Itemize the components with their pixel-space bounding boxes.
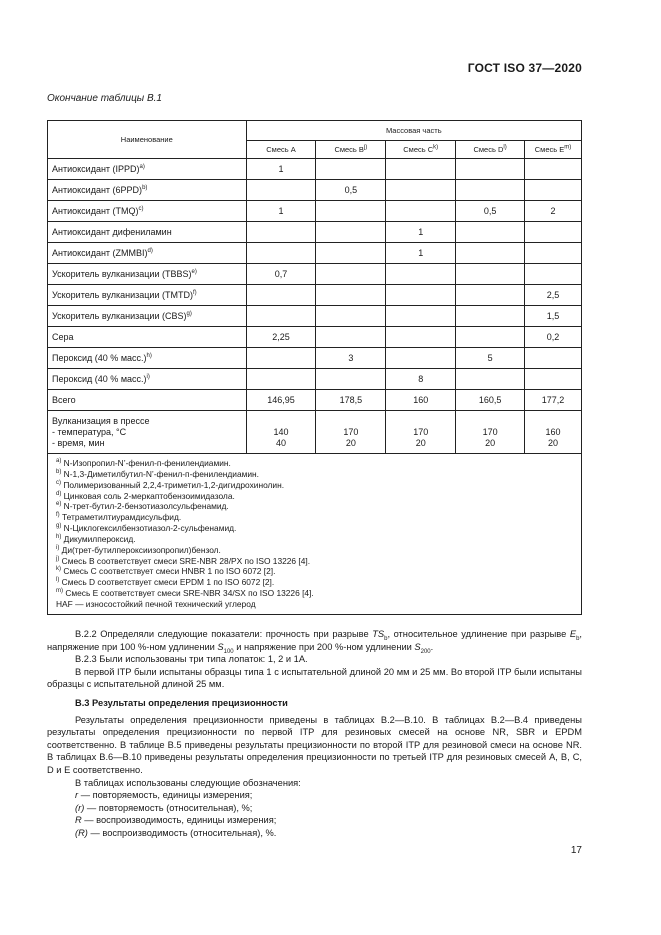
row-name: Ускоритель вулканизации (CBS)$^{g)}$ xyxy=(48,306,247,327)
table-cell xyxy=(456,222,525,243)
row-name: Всего xyxy=(48,390,247,411)
time-label: - время, мин xyxy=(52,437,105,448)
footnote: $^{g)}$ N-Циклогексилбензотиазол-2-сульфенамид. xyxy=(56,523,237,534)
temperature-label: - температура, °С xyxy=(52,426,127,437)
table-cell xyxy=(525,348,582,369)
footnotes xyxy=(48,454,582,615)
table-cell xyxy=(246,369,316,390)
row-name: Сера xyxy=(48,327,247,348)
notation-item: (r) — повторяемость (относительная), %; xyxy=(75,802,253,813)
table-row xyxy=(48,369,582,390)
footnote: $^{l)}$ Смесь D соответствует смеси EPDM 1 по ISO 6072 [2]. xyxy=(56,577,275,588)
header-mass-fraction: Массовая часть xyxy=(246,121,581,141)
table-cell xyxy=(525,159,582,180)
vulc-cell-a: 140 40 xyxy=(246,411,316,454)
table-cell xyxy=(456,327,525,348)
table-cell xyxy=(246,222,316,243)
table-cell: 3 xyxy=(316,348,386,369)
column-header-4: Смесь $E^{m)}$ xyxy=(525,141,582,159)
table-cell xyxy=(316,285,386,306)
table-cell: 0,5 xyxy=(456,201,525,222)
table-row xyxy=(48,201,582,222)
table-row xyxy=(48,159,582,180)
table-row xyxy=(48,264,582,285)
table-cell xyxy=(246,243,316,264)
paragraph-itp: В первой ITP были испытаны образцы типа 1 с испытательной длиной 20 мм и 25 мм. Во второй ITP были испытаны образцы с испытательной длиной 25 мм. xyxy=(47,666,582,690)
notation-list xyxy=(47,789,582,839)
table-cell xyxy=(456,264,525,285)
footnote: $^{m)}$ Смесь E соответствует смеси SRE-NBR 34/SX по ISO 13226 [4]. xyxy=(56,588,314,599)
footnote: $^{a)}$ N-Изопропил-N’-фенил-п-фенилендиамин. xyxy=(56,458,231,468)
table-row xyxy=(48,222,582,243)
table-cell xyxy=(386,159,456,180)
footnote: $^{i)}$ Ди(трет-бутилпероксиизопропил)бензол. xyxy=(56,544,221,555)
table-cell xyxy=(246,285,316,306)
vulc-cell-c: 170 20 xyxy=(386,411,456,454)
column-header-0: Смесь А xyxy=(246,141,316,159)
table-body xyxy=(48,159,582,411)
table-cell xyxy=(525,243,582,264)
table-cell: 2,25 xyxy=(246,327,316,348)
footnotes-row xyxy=(48,454,582,615)
vulc-cell-d: 170 20 xyxy=(456,411,525,454)
table-cell xyxy=(456,306,525,327)
table-cell: 160,5 xyxy=(456,390,525,411)
footnote: $^{c)}$ Полимеризованный 2,2,4-триметил-1,2-дигидрохинолин. xyxy=(56,479,285,490)
footnote: HAF — износостойкий печной технический углерод xyxy=(56,598,256,609)
table-cell xyxy=(316,243,386,264)
vulcanization-title: Вулканизация в прессе xyxy=(52,415,150,426)
column-header-3: Смесь $D^{l)}$ xyxy=(456,141,525,159)
table-row xyxy=(48,243,582,264)
table-cell: 1,5 xyxy=(525,306,582,327)
table-row xyxy=(48,327,582,348)
table-cell: 0,2 xyxy=(525,327,582,348)
table-cell xyxy=(456,285,525,306)
row-name: Ускоритель вулканизации (TMTD)$^{f)}$ xyxy=(48,285,247,306)
row-name: Пероксид (40 % масс.)$^{h)}$ xyxy=(48,348,247,369)
table-cell xyxy=(246,180,316,201)
table-cell: 0,7 xyxy=(246,264,316,285)
table-cell: 5 xyxy=(456,348,525,369)
table-row xyxy=(48,285,582,306)
table-cell: 8 xyxy=(386,369,456,390)
table-cell xyxy=(316,222,386,243)
footnote: $^{k)}$ Смесь C соответствует смеси HNBR 1 по ISO 6072 [2]. xyxy=(56,566,276,577)
table-cell: 0,5 xyxy=(316,180,386,201)
table-cell: 1 xyxy=(386,222,456,243)
paragraph-results: Результаты определения прецизионности приведены в таблицах B.2—B.10. В таблицах B.2—B.4 приведены результаты определения прецизионности по первой ITP для резиновых смесей на основе NR, SBR и EPDM соответственно. В таблице B.5 приведены результаты прецизионности по второй ITP для резиновой смеси на основе NR. В таблицах B.6—B.10 приведены результаты определения прецизионности по третьей ITP для резиновых смесей A, B, C, D и E соответственно. xyxy=(47,714,582,775)
table-cell xyxy=(386,180,456,201)
paragraph-notation-intro: В таблицах использованы следующие обозначения: xyxy=(75,777,301,788)
table-cell xyxy=(456,243,525,264)
page-number: 17 xyxy=(570,845,582,856)
table-cell xyxy=(456,159,525,180)
column-header-2: Смесь $C^{k)}$ xyxy=(386,141,456,159)
table-cell xyxy=(316,159,386,180)
table-cell xyxy=(246,306,316,327)
table-cell xyxy=(386,264,456,285)
notation-item: (R) — воспроизводимость (относительная), %. xyxy=(75,827,277,838)
table-cell: 2 xyxy=(525,201,582,222)
table-row xyxy=(48,180,582,201)
row-name: Пероксид (40 % масс.)$^{i)}$ xyxy=(48,369,247,390)
table-cell xyxy=(525,180,582,201)
row-name: Антиоксидант (ZMMBI)$^{d)}$ xyxy=(48,243,247,264)
header-name: Наименование xyxy=(48,121,247,159)
table-cell xyxy=(386,348,456,369)
table-cell: 1 xyxy=(386,243,456,264)
column-header-1: Смесь $B^{j)}$ xyxy=(316,141,386,159)
paragraph-b22: B.2.2 Определяли следующие показатели: прочность при разрыве $TS_b$, относительное удлинение при разрыве $E_b$, напряжение при 100 %-ном удлинении $S_{100}$ и напряжение при 200 %-ном удлинении $S_{200}$. xyxy=(47,629,582,655)
table-cell xyxy=(456,180,525,201)
footnote: $^{h)}$ Дикумилпероксид. xyxy=(56,533,136,544)
table-cell xyxy=(456,369,525,390)
vulc-cell-b: 170 20 xyxy=(316,411,386,454)
table-cell: 1 xyxy=(246,201,316,222)
row-name: Антиоксидант (IPPD)$^{a)}$ xyxy=(48,159,247,180)
footnote: $^{f)}$ Тетраметилтиурамдисульфид. xyxy=(56,512,182,523)
table-cell: 160 xyxy=(386,390,456,411)
table-cell xyxy=(386,201,456,222)
vulcanization-row xyxy=(48,411,582,454)
table-cell xyxy=(316,327,386,348)
footnote: $^{b)}$ N-1,3-Диметилбутил-N’-фенил-п-фенилендиамин. xyxy=(56,468,259,479)
table-cell: 177,2 xyxy=(525,390,582,411)
table-cell xyxy=(525,264,582,285)
document-code: ГОСТ ISO 37—2020 xyxy=(467,61,582,75)
table-cell xyxy=(386,327,456,348)
table-cell xyxy=(316,369,386,390)
notation-item: R — воспроизводимость, единицы измерения; xyxy=(75,815,277,826)
table-cell xyxy=(316,264,386,285)
table-row xyxy=(48,306,582,327)
row-name: Антиоксидант (TMQ)$^{c)}$ xyxy=(48,201,247,222)
table-cell xyxy=(386,306,456,327)
row-name: Антиоксидант $(6PPD)^{b)}$ xyxy=(48,180,247,201)
footnote: $^{e)}$ N-трет-бутил-2-бензотиазолсульфенамид. xyxy=(56,501,229,512)
footnote: $^{d)}$ Цинковая соль 2-меркаптобензоимидазола. xyxy=(56,490,235,501)
row-name: Антиоксидант дифениламин xyxy=(48,222,247,243)
table-cell xyxy=(525,222,582,243)
table-cell xyxy=(246,348,316,369)
vulc-cell-e: 160 20 xyxy=(525,411,582,454)
table-cell xyxy=(386,285,456,306)
table-cell: 2,5 xyxy=(525,285,582,306)
table-cell xyxy=(316,201,386,222)
composition-table xyxy=(47,120,582,615)
table-cell xyxy=(525,369,582,390)
table-caption: Окончание таблицы B.1 xyxy=(47,93,162,104)
body-text xyxy=(47,628,582,840)
notation-item: r — повторяемость, единицы измерения; xyxy=(75,790,253,801)
row-name: Ускоритель вулканизации (TBBS)$^{e)}$ xyxy=(48,264,247,285)
footnote: $^{j)}$ Смесь B соответствует смеси SRE-NBR 28/PX по ISO 13226 [4]. xyxy=(56,555,311,566)
section-title-b3: B.3 Результаты определения прецизионности xyxy=(75,697,288,708)
table-cell: 178,5 xyxy=(316,390,386,411)
table-row xyxy=(48,390,582,411)
table-cell xyxy=(316,306,386,327)
paragraph-b23: B.2.3 Были использованы три типа лопаток: 1, 2 и 1А. xyxy=(75,654,308,665)
vulcanization-label-cell xyxy=(48,411,247,454)
table-row xyxy=(48,348,582,369)
table-cell: 146,95 xyxy=(246,390,316,411)
table-cell: 1 xyxy=(246,159,316,180)
